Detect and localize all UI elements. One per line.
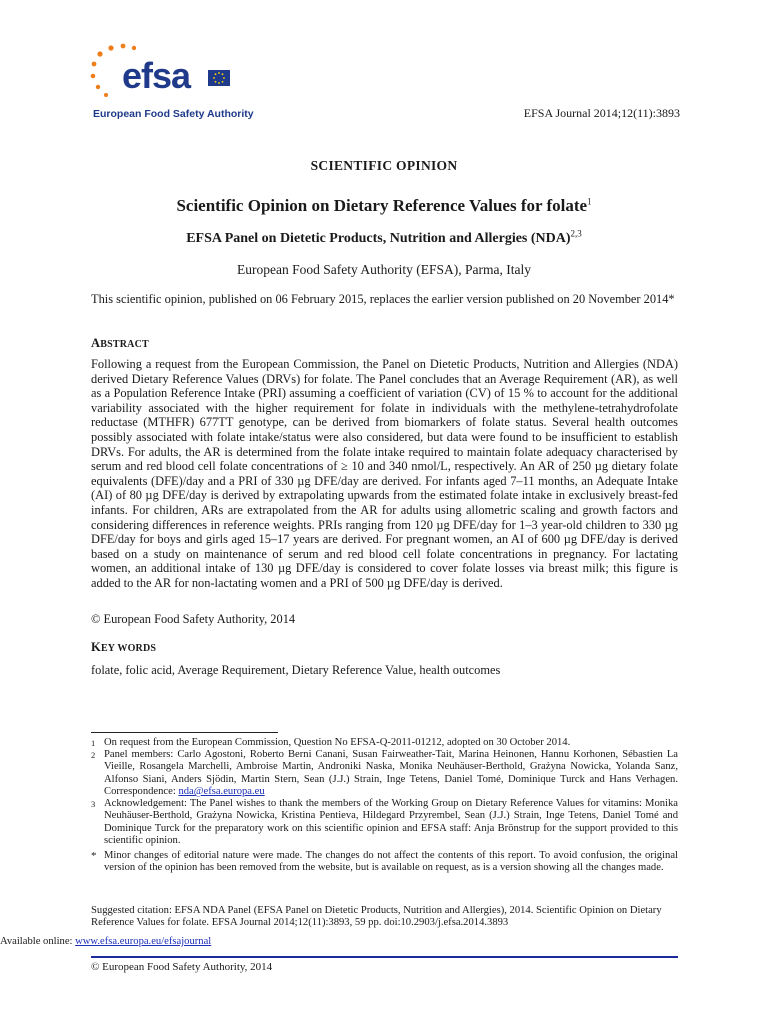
panel-title bbox=[0, 228, 768, 247]
abstract-heading bbox=[91, 336, 149, 351]
svg-text:efsa: efsa bbox=[122, 55, 191, 96]
opinion-title bbox=[0, 196, 768, 216]
abstract-copyright: © European Food Safety Authority, 2014 bbox=[91, 612, 296, 626]
affiliation: European Food Safety Authority (EFSA), Parma, Italy bbox=[237, 262, 531, 277]
journal-reference: EFSA Journal 2014;12(11):3893 bbox=[523, 106, 680, 120]
replaces-note: This scientific opinion, published on 06 February 2015, replaces the earlier version published on 20 November 2014* bbox=[91, 292, 675, 306]
footnote-marker: 3 bbox=[91, 799, 96, 809]
keywords-heading-initial: K bbox=[91, 640, 101, 654]
footer-divider bbox=[91, 956, 678, 958]
efsa-journal-link[interactable]: www.efsa.europa.eu/efsajournal bbox=[75, 936, 212, 947]
footnote-marker: * bbox=[91, 850, 97, 862]
footnote-text: Acknowledgement: The Panel wishes to thank the members of the Working Group on Dietary Reference Values for vitamins: Monika Neuhäuser-Berthold, Grażyna Nowicka, Kristina Pentieva, Hildegard Przyrembel, Sean (J.J.) Strain, Inge Tetens, Daniel Tomé and Dominique Turck for the preparatory work on this scientific opinion and EFSA staff: Anja Brönstrup for the support provided to this scientific opinion. bbox=[104, 798, 678, 847]
section-title: SCIENTIFIC OPINION bbox=[310, 158, 458, 173]
footnote-text: Panel members: Carlo Agostoni, Roberto Berni Canani, Susan Fairweather-Tait, Marina Heinonen, Hannu Korhonen, Sébastien La Vieille, Rosangela Marchelli, Ambroise Martin, Androniki Naska, Monika Neuhäuser-Berthold, Grażyna Nowicka, Yolanda Sanz, Alfonso Siani, Anders Sjödin, Martin Stern, Sean (J.J.) Strain, Inge Tetens, Daniel Tomé, Dominique Turck and Hans Verhagen. Correspondence: bbox=[104, 749, 678, 798]
opinion-title-footnote-ref[interactable]: 1 bbox=[587, 196, 592, 207]
keywords-list: folate, folic acid, Average Requirement, Dietary Reference Value, health outcomes bbox=[91, 663, 501, 677]
opinion-title-text: Scientific Opinion on Dietary Reference Values for folate bbox=[176, 196, 588, 215]
keywords-heading bbox=[91, 640, 156, 655]
available-online bbox=[0, 936, 211, 947]
footnote-divider bbox=[91, 732, 278, 733]
footnote-text: On request from the European Commission, Question No EFSA-Q-2011-01212, adopted on 30 October 2014. bbox=[104, 737, 571, 748]
logo-subtitle: European Food Safety Authority bbox=[93, 108, 254, 120]
abstract-body: Following a request from the European Commission, the Panel on Dietetic Products, Nutrition and Allergies (NDA) derived Dietary Reference Values (DRVs) for folate. The Panel concludes that an Average Requirement (AR), as well as a Population Reference Intake (PRI) assuming a coefficient of variation (CV) of 15 % to account for the additional variability associated with the higher requirement for folate in individuals with the methylene-tetrahydrofolate reductase (MTHFR) 677TT genotype, can be derived from biomarkers of folate status. Several health outcomes possibly associated with folate intake/status were also considered, but data were found to be insufficient to establish DRVs. For adults, the AR is determined from the folate intake required to maintain folate adequacy characterised by serum and red blood cell folate concentrations of ≥ 10 and 340 nmol/L, respectively. An AR of 250 µg dietary folate equivalents (DFE)/day and a PRI of 330 µg DFE/day are derived. For infants aged 7–11 months, an Adequate Intake (AI) of 80 µg DFE/day is derived by extrapolating upwards from the estimated folate intake in exclusively breast-fed infants. For children, ARs are extrapolated from the AR for adults using allometric scaling and growth factors and considering differences in reference weights. PRIs ranging from 120 µg DFE/day for 1–3 year-old children to 330 µg DFE/day for boys and girls aged 15–17 years are derived. For pregnant women, an AI of 600 µg DFE/day is derived based on a study on maintenance of serum and red blood cell folate concentrations in pregnancy. For lactating women, an additional intake of 130 µg DFE/day is considered to cover folate losses via breast milk; this figure is added to the AR for non-lactating women and a PRI of 500 µg DFE/day is derived. bbox=[91, 357, 678, 590]
footnote-text: Minor changes of editorial nature were made. The changes do not affect the contents of this report. To avoid confusion, the original version of the opinion has been removed from the website, but is available on request, as is a version showing all the changes made. bbox=[104, 850, 678, 874]
abstract-heading-rest: BSTRACT bbox=[100, 339, 149, 350]
footer-copyright: © European Food Safety Authority, 2014 bbox=[91, 961, 273, 973]
suggested-citation: Suggested citation: EFSA NDA Panel (EFSA Panel on Dietetic Products, Nutrition and Allergies), 2014. Scientific Opinion on Dietary Reference Values for folate. EFSA Journal 2014;12(11):3893, 59 pp. doi:10.2903/j.efsa.2014.3893 bbox=[91, 905, 662, 929]
footnote-marker: 1 bbox=[91, 738, 96, 748]
panel-title-text: EFSA Panel on Dietetic Products, Nutrition and Allergies (NDA) bbox=[186, 231, 571, 246]
efsa-logo-graphic bbox=[86, 40, 261, 110]
efsa-logo bbox=[86, 40, 261, 122]
correspondence-email-link[interactable]: nda@efsa.europa.eu bbox=[178, 786, 265, 798]
available-online-label: Available online: bbox=[0, 936, 76, 947]
panel-title-footnote-ref[interactable]: 2,3 bbox=[570, 228, 582, 239]
keywords-heading-rest: EY WORDS bbox=[100, 643, 157, 654]
footnote-text-container bbox=[104, 749, 678, 799]
footnote-marker: 2 bbox=[91, 750, 96, 760]
abstract-heading-initial: A bbox=[91, 336, 101, 350]
